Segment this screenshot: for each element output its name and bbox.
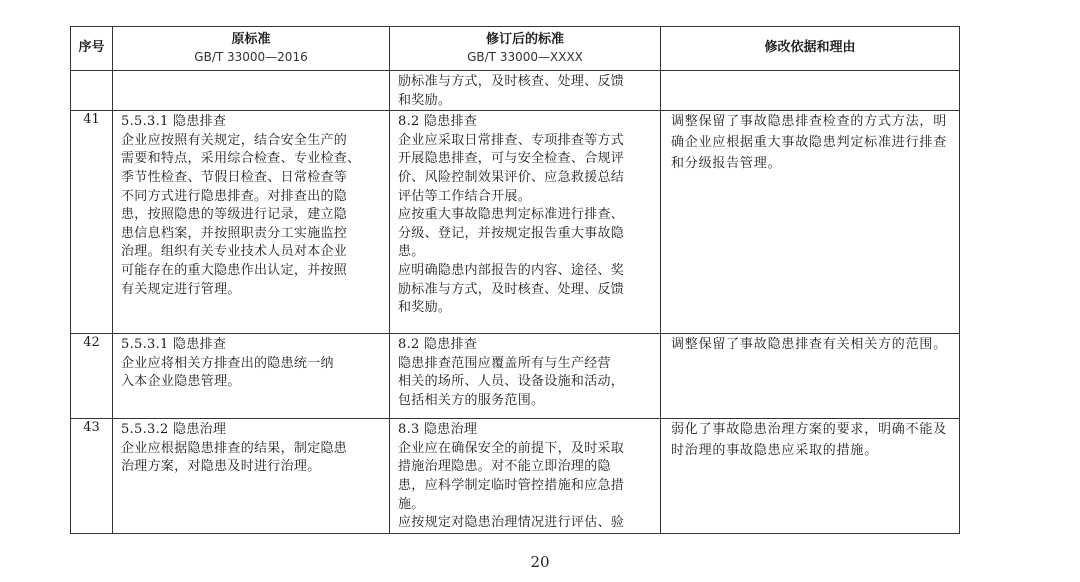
header-reason: 修改依据和理由	[661, 27, 960, 71]
header-revised-title: 修订后的标准	[485, 32, 564, 47]
row-reason	[661, 419, 960, 534]
row-reason-text: 弱化了事故隐患治理方案的要求，明确不能及时治理的事故隐患应采取的措施。	[671, 422, 948, 459]
row-revised	[390, 111, 661, 334]
row-reason-text: 调整保留了事故隐患排查有关相关方的范围。	[671, 337, 948, 353]
table-row-continued	[71, 71, 960, 111]
row-original	[113, 71, 390, 111]
header-original	[113, 27, 390, 71]
header-original-title: 原标准	[231, 32, 271, 47]
row-original	[113, 111, 390, 334]
row-revised-text: 8.2 隐患排查 企业应采取日常排查、专项排查等方式 开展隐患排查，可与安全检查、合规评 价、风险控制效果评价、应急救援总结 评估等工作结合开展。 应按重大事故隐患判定标准进行排查、 分级、登记，并按规定报告重大事故隐 患。 应明确隐患内部报告的内容、途径、奖 励标准与方式，及时核查、处理、反馈 和奖励。	[398, 114, 625, 316]
row-original	[113, 419, 390, 534]
header-revised	[390, 27, 661, 71]
table-row	[71, 334, 960, 419]
row-reason-text: 调整保留了事故隐患排查检查的方式方法，明确企业应根据重大事故隐患判定标准进行排查和分级报告管理。	[671, 114, 948, 172]
row-original-text: 5.5.3.2 隐患治理 企业应根据隐患排查的结果，制定隐患 治理方案，对隐患及时进行治理。	[121, 422, 348, 475]
row-revised	[390, 334, 661, 419]
header-seq: 序号	[71, 27, 113, 71]
row-original	[113, 334, 390, 419]
table-header-row	[71, 27, 960, 71]
table-row	[71, 419, 960, 534]
row-revised	[390, 419, 661, 534]
row-original-text: 5.5.3.1 隐患排查 企业应将相关方排查出的隐患统一纳 入本企业隐患管理。	[121, 337, 334, 390]
header-original-code: GB/T 33000—2016	[194, 50, 308, 64]
header-revised-code: GB/T 33000—XXXX	[467, 50, 583, 64]
page-number: 20	[530, 553, 550, 571]
row-seq: 42	[71, 334, 113, 419]
row-seq: 41	[71, 111, 113, 334]
row-seq: 43	[71, 419, 113, 534]
standards-comparison-table	[70, 26, 960, 534]
row-seq	[71, 71, 113, 111]
row-original-text	[113, 71, 389, 73]
row-reason	[661, 334, 960, 419]
row-revised-text: 8.2 隐患排查 隐患排查范围应覆盖所有与生产经营 相关的场所、人员、设备设施和活动， 包括相关方的服务范围。	[398, 337, 625, 408]
row-reason	[661, 71, 960, 111]
row-reason	[661, 111, 960, 334]
row-revised-text: 8.3 隐患治理 企业应在确保安全的前提下，及时采取 措施治理隐患。对不能立即治理的隐 患，应科学制定临时管控措施和应急措 施。 应按规定对隐患治理情况进行评估、验	[398, 422, 625, 531]
row-original-text: 5.5.3.1 隐患排查 企业应按照有关规定，结合安全生产的 需要和特点，采用综合检查、专业检查、 季节性检查、节假日检查、日常检查等 不同方式进行隐患排查。对排查出的隐 患，按照隐患的等级进行记录，建立隐 患信息档案，并按照职责分工实施监控 治理。组织有关专业技术人员对本企业 可能存在的重大隐患作出认定，并按照 有关规定进行管理。	[121, 114, 361, 297]
row-revised	[390, 71, 661, 111]
row-revised-text: 励标准与方式，及时核查、处理、反馈 和奖励。	[398, 74, 625, 108]
table-row	[71, 111, 960, 334]
